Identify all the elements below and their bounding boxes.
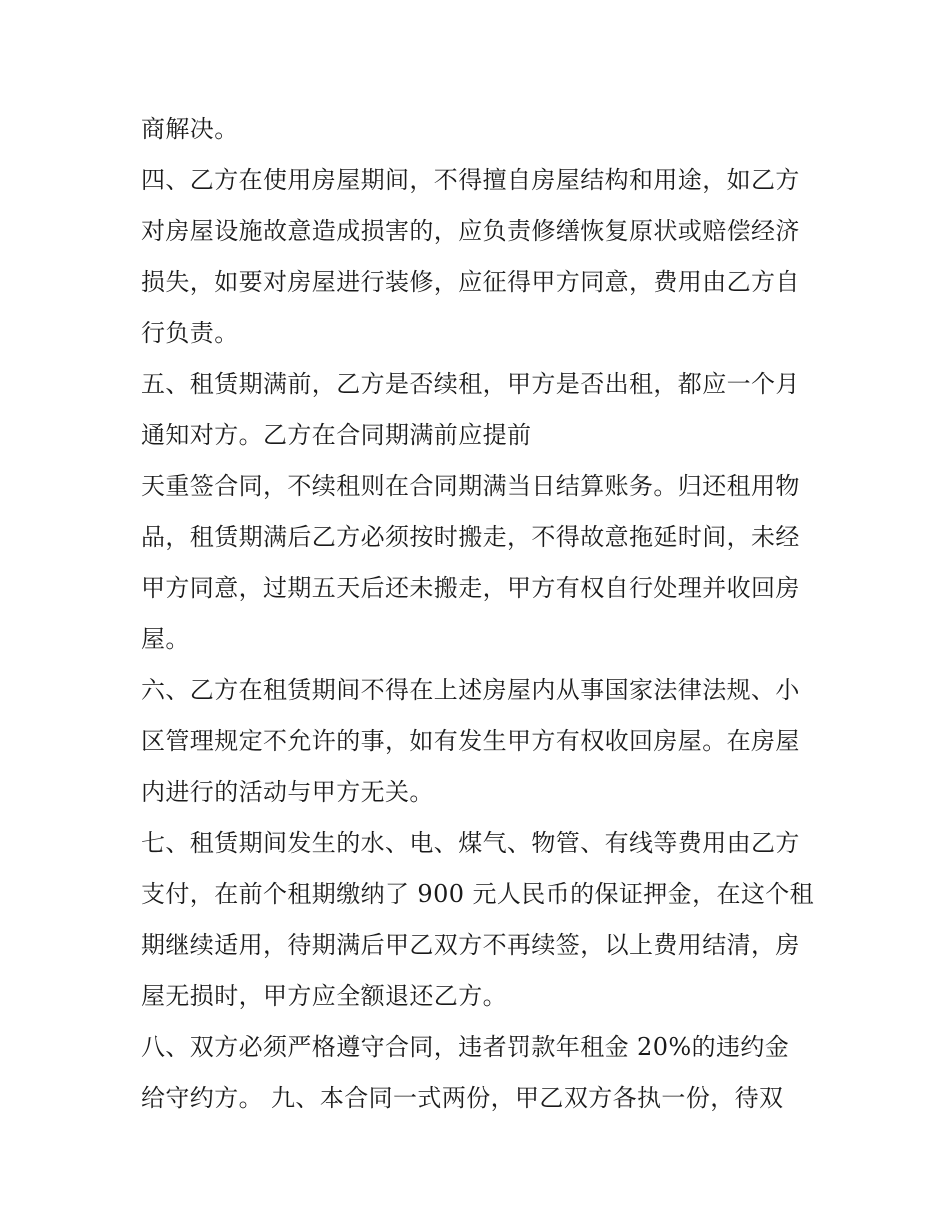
text-line: 六、乙方在租赁期间不得在上述房屋内从事国家法律法规、小	[141, 676, 800, 704]
text-line: 期继续适用，待期满后甲乙双方不再续签，以上费用结清，房	[141, 931, 800, 959]
text-line: 行负责。	[141, 319, 239, 347]
text-line: 商解决。	[141, 115, 239, 143]
text-line: 八、双方必须严格遵守合同，违者罚款年租金 20%的违约金	[141, 1033, 790, 1061]
text-line: 五、租赁期满前，乙方是否续租，甲方是否出租，都应一个月	[141, 370, 800, 398]
text-line: 对房屋设施故意造成损害的，应负责修缮恢复原状或赔偿经济	[141, 217, 800, 245]
text-line: 七、租赁期间发生的水、电、煤气、物管、有线等费用由乙方	[141, 829, 800, 857]
text-line: 屋。	[141, 625, 190, 653]
text-line: 内进行的活动与甲方无关。	[141, 778, 434, 806]
text-line: 天重签合同，不续租则在合同期满当日结算账务。归还租用物	[141, 472, 800, 500]
text-line: 甲方同意，过期五天后还未搬走，甲方有权自行处理并收回房	[141, 574, 800, 602]
text-line: 给守约方。 九、本合同一式两份，甲乙双方各执一份，待双	[141, 1084, 784, 1112]
text-line: 屋无损时，甲方应全额退还乙方。	[141, 982, 507, 1010]
text-line: 支付，在前个租期缴纳了 900 元人民币的保证押金，在这个租	[141, 880, 815, 908]
text-line: 损失，如要对房屋进行装修，应征得甲方同意，费用由乙方自	[141, 268, 800, 296]
text-line: 四、乙方在使用房屋期间，不得擅自房屋结构和用途，如乙方	[141, 166, 800, 194]
text-line: 通知对方。乙方在合同期满前应提前	[141, 421, 532, 449]
contract-body-text	[141, 104, 821, 1124]
text-line: 品，租赁期满后乙方必须按时搬走，不得故意拖延时间，未经	[141, 523, 800, 551]
text-line: 区管理规定不允许的事，如有发生甲方有权收回房屋。在房屋	[141, 727, 800, 755]
